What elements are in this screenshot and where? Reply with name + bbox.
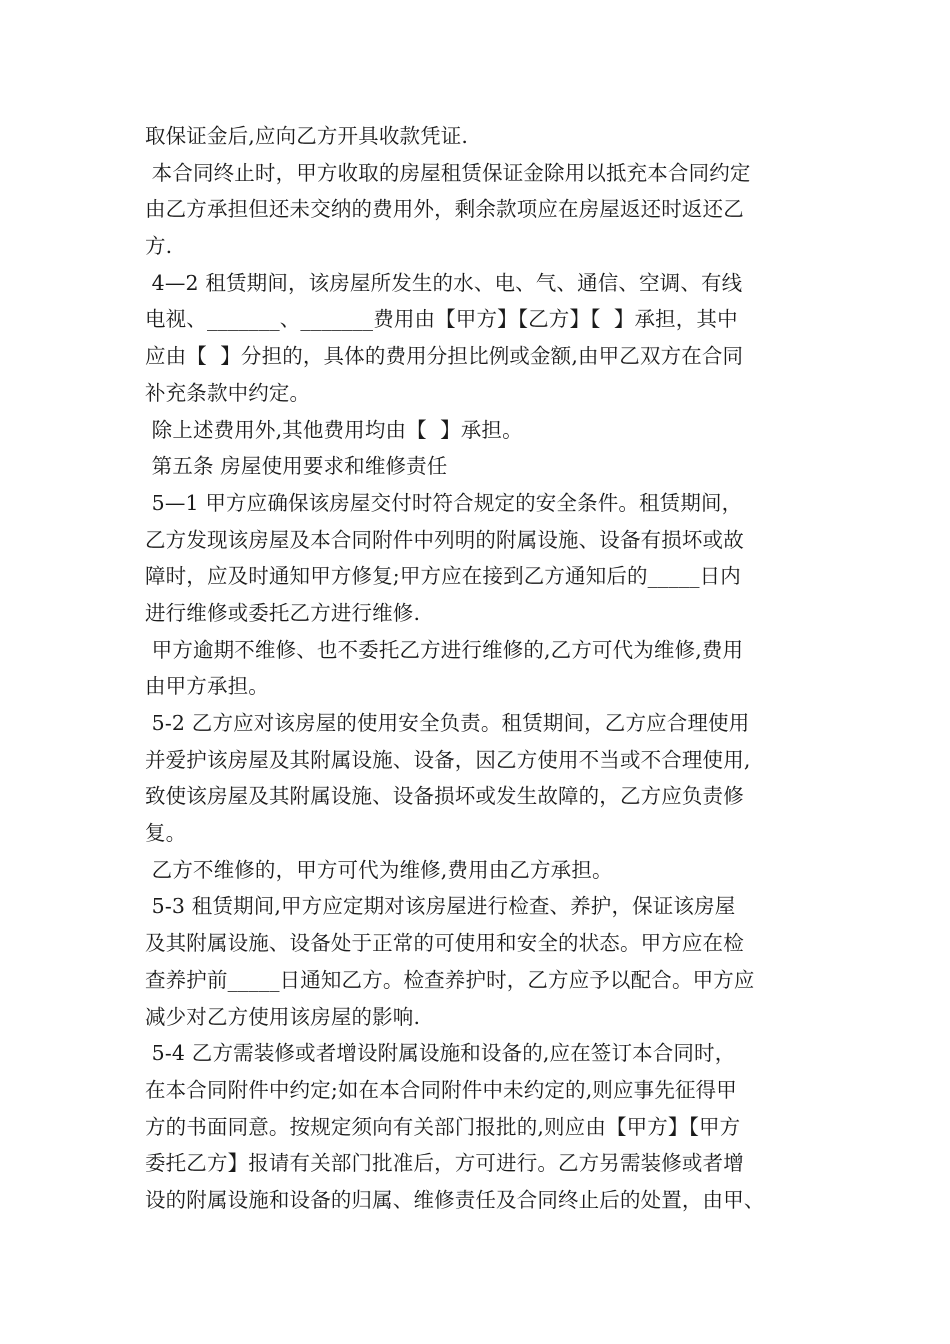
text-line: 致使该房屋及其附属设施、设备损坏或发生故障的，乙方应负责修 [145,784,744,809]
text-line: 方的书面同意。按规定须向有关部门报批的,则应由【甲方】【甲方 [145,1114,741,1139]
text-line: 乙方发现该房屋及本合同附件中列明的附属设施、设备有损坏或故 [145,527,744,552]
text-line: 减少对乙方使用该房屋的影响. [145,1004,421,1029]
text-line: 5-4 乙方需装修或者增设附属设施和设备的,应在签订本合同时， [145,1041,736,1066]
text-line: 及其附属设施、设备处于正常的可使用和安全的状态。甲方应在检 [145,931,744,956]
text-line: 取保证金后,应向乙方开具收款凭证. [145,124,469,148]
text-line: 应由【 】分担的，具体的费用分担比例或金额,由甲乙双方在合同 [145,344,744,369]
text-line: 设的附属设施和设备的归属、维修责任及合同终止后的处置，由甲、 [145,1187,765,1212]
text-line: 甲方逾期不维修、也不委托乙方进行维修的,乙方可代为维修,费用 [145,637,744,662]
section-heading: 第五条 房屋使用要求和维修责任 [145,454,448,479]
text-line: 委托乙方】报请有关部门批准后，方可进行。乙方另需装修或者增 [145,1151,744,1176]
contract-text-body [145,118,825,1219]
text-line: 补充条款中约定。 [145,380,311,405]
text-line: 复。 [145,821,187,846]
text-line: 乙方不维修的，甲方可代为维修,费用由乙方承担。 [145,857,613,882]
text-line: 在本合同附件中约定;如在本合同附件中未约定的,则应事先征得甲 [145,1077,737,1102]
text-line: 除上述费用外,其他费用均由【 】承担。 [145,417,523,442]
text-line: 由甲方承担。 [145,674,269,699]
text-line: 电视、_______、_______费用由【甲方】【乙方】【 】承担，其中 [145,307,738,332]
text-line: 5-2 乙方应对该房屋的使用安全负责。租赁期间，乙方应合理使用 [145,711,750,735]
text-line: 4—2 租赁期间，该房屋所发生的水、电、气、通信、空调、有线 [145,270,743,295]
text-line: 5—1 甲方应确保该房屋交付时符合规定的安全条件。租赁期间， [145,490,743,515]
text-line: 进行维修或委托乙方进行维修. [145,600,421,625]
text-line: 由乙方承担但还未交纳的费用外，剩余款项应在房屋返还时返还乙 [145,197,744,222]
text-line: 本合同终止时，甲方收取的房屋租赁保证金除用以抵充本合同约定 [145,160,751,185]
text-line: 障时，应及时通知甲方修复;甲方应在接到乙方通知后的_____日内 [145,564,741,589]
text-line: 并爱护该房屋及其附属设施、设备，因乙方使用不当或不合理使用, [145,747,751,772]
text-line: 方. [145,234,173,259]
text-line: 查养护前_____日通知乙方。检查养护时，乙方应予以配合。甲方应 [145,967,755,992]
text-line: 5-3 租赁期间,甲方应定期对该房屋进行检查、养护，保证该房屋 [145,894,736,919]
